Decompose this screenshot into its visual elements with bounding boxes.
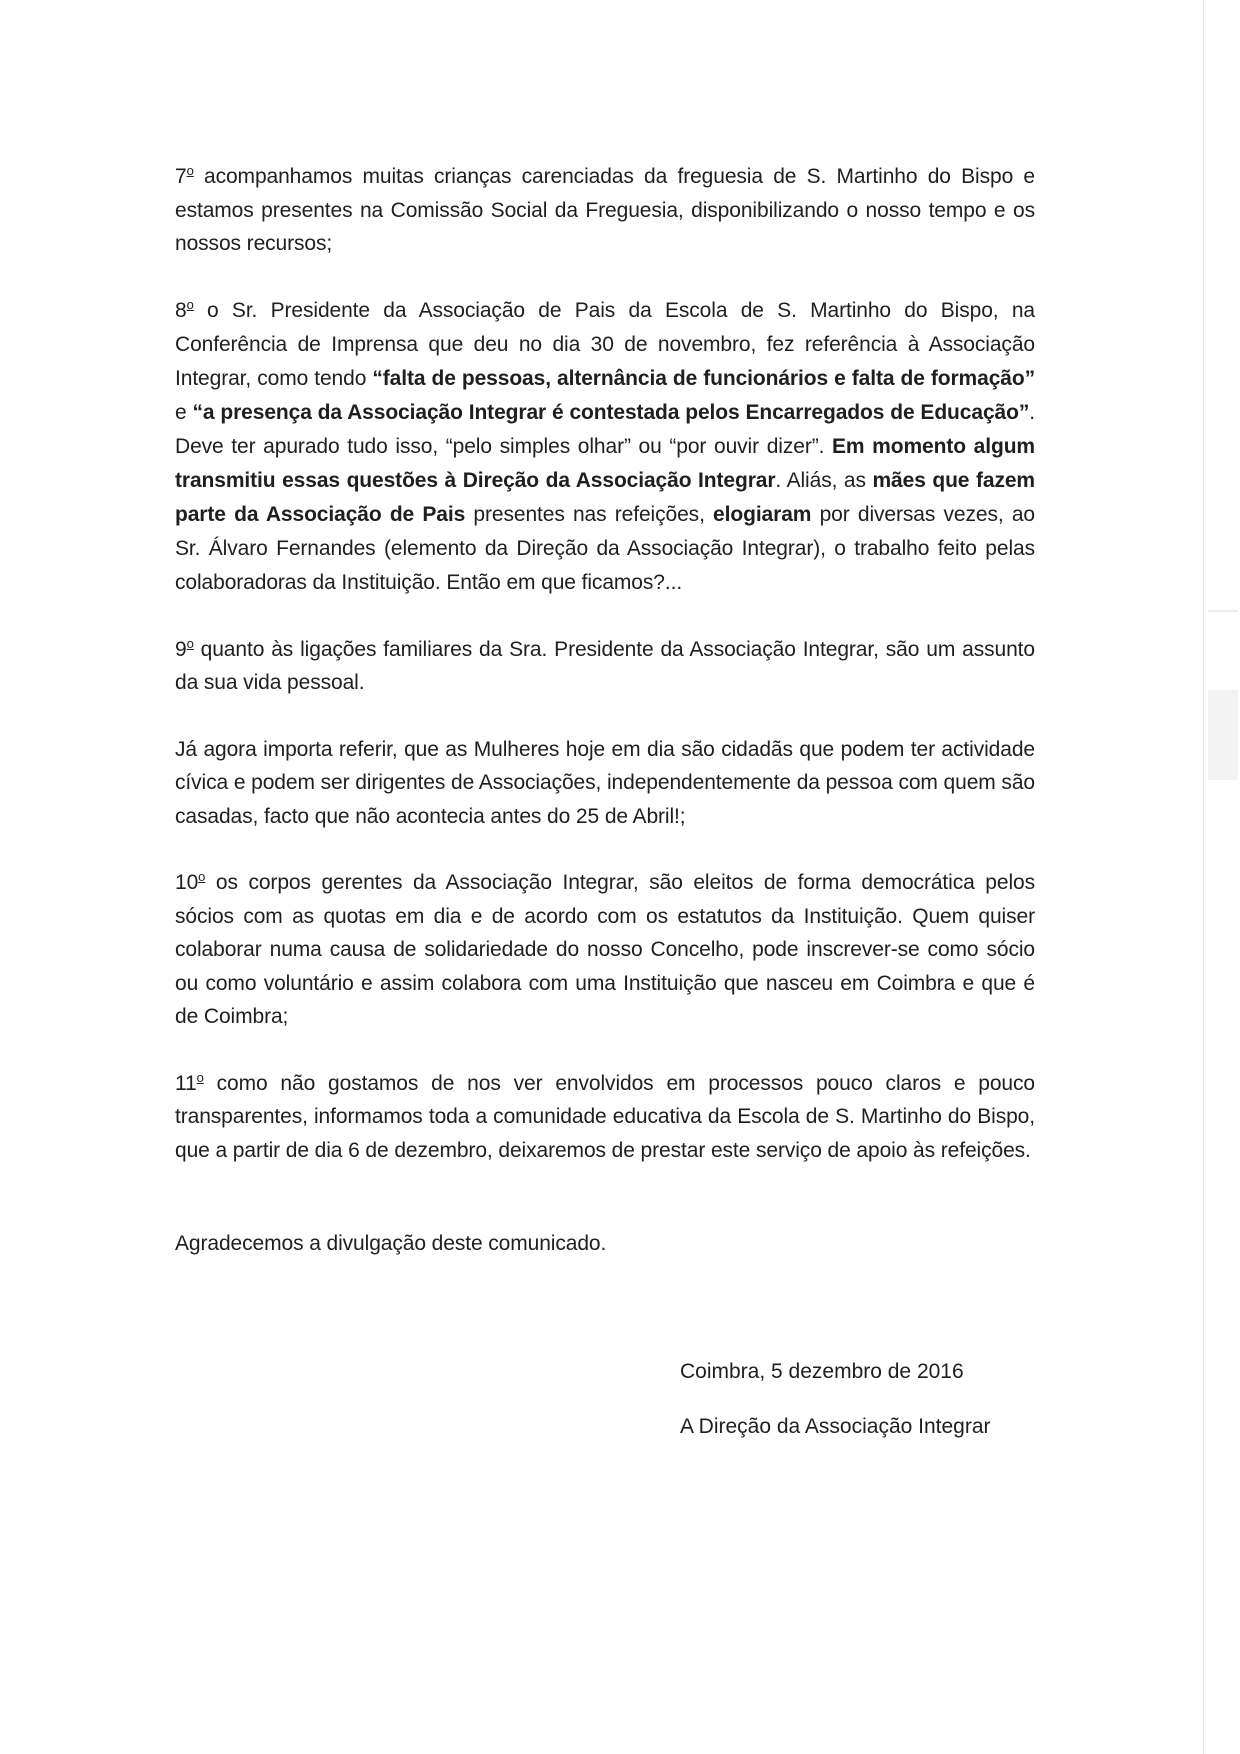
signature-author: A Direção da Associação Integrar [680, 1415, 991, 1438]
ordinal-indicator: o [186, 163, 194, 178]
paragraph-item-11 [175, 1067, 1035, 1168]
item-number: 11 [175, 1071, 197, 1095]
scan-artifact [1208, 610, 1238, 612]
paragraph-item-10 [175, 866, 1035, 1034]
paragraph-text: e [175, 400, 193, 424]
paragraph-item-7 [175, 160, 1035, 261]
paragraph-text: Já agora importa referir, que as Mulheres hoje em dia são cidadãs que podem ter actividade cívica e podem ser dirigentes de Associações, independentemente da pessoa com quem são casadas, facto que não acontecia antes do 25 de Abril!; [175, 737, 1035, 828]
item-number: 9 [175, 637, 187, 661]
ordinal-indicator: o [198, 869, 206, 884]
closing-line: Agradecemos a divulgação deste comunicado. [175, 1232, 607, 1255]
paragraph-note [175, 733, 1035, 834]
paragraph-item-9 [175, 633, 1035, 700]
paragraph-text: por diversas vezes, ao Sr. Álvaro Fernandes (elemento da Direção da Associação Integrar), o trabalho feito pelas colaboradoras da Instituição. Então em que ficamos?... [175, 502, 1036, 594]
document-body [175, 160, 1035, 1294]
scan-edge-line [1203, 0, 1204, 1754]
paragraph-text: acompanhamos muitas crianças carenciadas da freguesia de S. Martinho do Bispo e estamos presentes na Comissão Social da Freguesia, disponibilizando o nosso tempo e os nossos recursos; [175, 165, 1035, 255]
place-date: Coimbra, 5 dezembro de 2016 [680, 1360, 964, 1383]
ordinal-indicator: o [186, 635, 194, 651]
bold-quote: “a presença da Associação Integrar é contestada pelos Encarregados de Educação” [192, 400, 1030, 424]
bold-statement: elogiaram [713, 502, 812, 526]
bold-statement: mães que fazem parte da Associação de Pais [175, 468, 1035, 526]
ordinal-indicator: o [196, 1069, 204, 1085]
paragraph-text: o Sr. Presidente da Associação de Pais da Escola de S. Martinho do Bispo, na Conferência de Imprensa que deu no dia 30 de novembro, fez referência à Associação Integrar, como tendo [175, 298, 1035, 390]
paragraph-text: os corpos gerentes da Associação Integrar, são eleitos de forma democrática pelos sócios com as quotas em dia e de acordo com os estatutos da Instituição. Quem quiser colaborar numa causa de solidariedade do nosso Concelho, pode inscrever-se como sócio ou como voluntário e assim colabora com uma Instituição que nasceu em Coimbra e que é de Coimbra; [175, 871, 1035, 1028]
paragraph-text: . Deve ter apurado tudo isso, “pelo simples olhar” ou “por ouvir dizer”. [175, 400, 1035, 458]
item-number: 7 [175, 165, 187, 188]
signature-block [680, 1355, 991, 1465]
scan-artifact [1208, 690, 1238, 780]
bold-statement: Em momento algum transmitiu essas questões à Direção da Associação Integrar [175, 434, 1035, 492]
ordinal-indicator: o [186, 296, 194, 312]
paragraph-text: quanto às ligações familiares da Sra. Presidente da Associação Integrar, são um assunto da sua vida pessoal. [175, 637, 1035, 694]
item-number: 10 [175, 871, 199, 894]
item-number: 8 [175, 298, 187, 322]
paragraph-text: presentes nas refeições, [465, 502, 714, 526]
paragraph-item-8 [175, 294, 1035, 600]
paragraph-text: como não gostamos de nos ver envolvidos em processos pouco claros e pouco transparentes, informamos toda a comunidade educativa da Escola de S. Martinho do Bispo, que a partir de dia 6 de dezembro, deixaremos de prestar este serviço de apoio às refeições. [175, 1071, 1035, 1162]
paragraph-text: . Aliás, as [775, 468, 873, 492]
bold-quote: “falta de pessoas, alternância de funcionários e falta de formação” [372, 366, 1035, 390]
